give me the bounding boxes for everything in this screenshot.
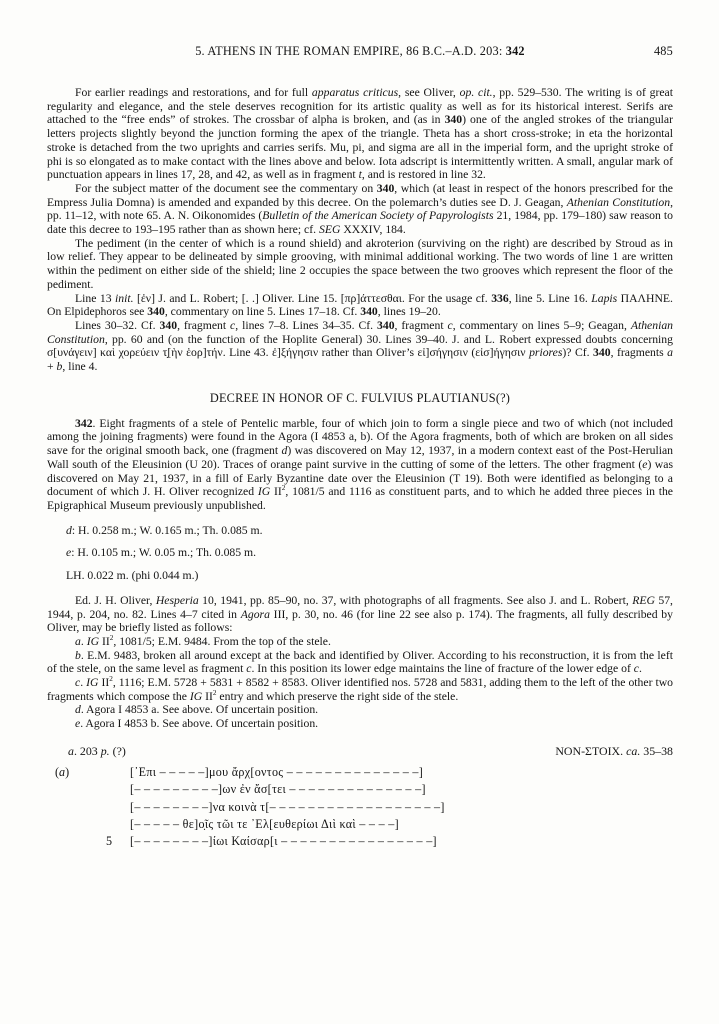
fragment-item-d: d. Agora I 4853 a. See above. Of uncertain position. <box>75 703 319 717</box>
fragment-item-a: a. IG $II^2$, 1081/5; E.M. 9484. From the top of the stele. <box>75 634 331 648</box>
line-number: 5 <box>105 834 112 849</box>
measurement-line-d: d: H. 0.258 m.; W. 0.165 m.; Th. 0.085 m. <box>66 523 263 537</box>
greek-line <box>47 833 673 850</box>
greek-line <box>47 781 673 798</box>
fragment-item-e: e. Agora I 4853 b. See above. Of uncertain position. <box>75 717 319 731</box>
running-header-title: 5. ATHENS IN THE ROMAN EMPIRE, 86 B.C.–A.D. 203: 342 <box>195 44 525 58</box>
paragraph-line-commentary-1: Line 13 init. [ἐν] J. and L. Robert; [. .] Oliver. Line 15. [πρ]άττεσθαι. For the usage cf. 336, line 5. Line 16. Lapis ΠΑΛΗΝΕ. On Elpidephoros see 340, commentary on line 5. Lines 17–18. Cf. 340, lines 19–20. <box>47 291 673 319</box>
greek-text-block <box>47 764 673 851</box>
page-number: 485 <box>653 44 673 58</box>
line-number <box>92 799 112 816</box>
greek-line <box>47 764 673 781</box>
editions-paragraph: Ed. J. H. Oliver, Hesperia 10, 1941, pp. 85–90, no. 37, with photographs of all fragments. See also J. and L. Robert, REG 57, 1944, p. 204, no. 82. Lines 4–7 cited in Agora III, p. 30, no. 46 (for line 22 see also p. 174). The fragments, all fully described by Oliver, may be briefly listed as follows: <box>47 593 673 635</box>
entry-342-description: 342. Eight fragments of a stele of Pentelic marble, four of which join to form a single piece and two of which (not included among the joining fragments) were found in the Agora (I 4853 a, b). Of the Agora fragments, both of which are broken on all sides save for the original smooth back, one (fragment d) was discovered on May 12, 1937, in a modern context east of the Post-Herulian Wall south of the Eleusinion (U 20). Traces of orange paint survive in the cutting of some of the letters. The other fragment (e) was discovered on May 21, 1937, in a fill of Early Byzantine date over the Eleusinion (T 19). Both were identified as belonging to a document of which J. H. Oliver recognized IG $II^2$, 1081/5 and 1116 as constituent parts, and to which he added three pieces in the Epigraphical Museum previously unpublished. <box>47 416 673 512</box>
greek-line-text: [– – – – – θε]ο̣ῖς τῶι τε ᾿Ελ[ευθερίωι Διὶ καὶ – – – –] <box>130 817 399 832</box>
greek-line-text: [– – – – – – – – –]ων ἐν ἄσ[τει – – – – – – – – – – – – – –] <box>130 782 426 797</box>
section-title: DECREE IN HONOR OF C. FULVIUS PLAUTIANUS(?) <box>209 390 511 405</box>
greek-line <box>47 816 673 833</box>
date-and-stoichedon-row <box>47 744 673 759</box>
measurement-line-e: e: H. 0.105 m.; W. 0.05 m.; Th. 0.085 m. <box>66 546 257 560</box>
stoichedon-note: NON-ΣΤΟΙΧ. ca. 35–38 <box>555 743 673 758</box>
paragraph-line-commentary-2: Lines 30–32. Cf. 340, fragment c, lines 7–8. Lines 34–35. Cf. 340, fragment c, commentary on lines 5–9; Geagan, Athenian Constitution, pp. 60 and (on the function of the Hoplite General) 30. Lines 39–40. J. and L. Robert expressed doubts concerning σ[υνάγειν] καὶ χορεύειν τ̣[ὴν ἑορ]τήν. Line 43. ἐ]ξήγησιν rather than Oliver’s εἰ]σήγησιν (εἰσ]ήγησιν priores)? Cf. 340, fragments a + b, line 4. <box>47 318 674 374</box>
paragraph-pediment: The pediment (in the center of which is a round shield) and akroterion (surviving on the right) are described by Stroud as in low relief. They appear to be delineated by simple grooving, with minimal additional working. The two words of line 1 are written within the pediment on either side of the shield; line 2 occupies the space between the two grooves which represent the floor of the pediment. <box>47 236 673 291</box>
fragment-label: (a) <box>55 764 70 779</box>
greek-line-text: [᾿Επι – – – – –]μου ἄρχ[οντος – – – – – – – – – – – – – –] <box>130 764 424 779</box>
paragraph-subject-matter: For the subject matter of the document see the commentary on 340, which (at least in respect of the honors prescribed for the Empress Julia Domna) is amended and expanded by this decree. On the polemarch’s duties see D. J. Geagan, Athenian Constitution, pp. 11–12, with note 65. A. N. Oikonomides (Bulletin of the American Society of Papyrologists 21, 1984, pp. 179–180) saw reason to date this decree to 193–195 rather than as shown here; cf. SEG XXXIV, 184. <box>47 181 673 237</box>
line-number <box>92 816 112 833</box>
fragment-a-date: a. 203 p. (?) <box>68 743 126 758</box>
measurement-line-lh: LH. 0.022 m. (phi 0.044 m.) <box>66 569 199 583</box>
line-number <box>92 764 112 781</box>
paragraph-writing-description: For earlier readings and restorations, and for full apparatus criticus, see Oliver, op. cit., pp. 529–530. The writing is of great regularity and elegance, and the stele deserves recognition for its artistic quality as well as for its historical interest. Serifs are attached to the “free ends” of strokes. The crossbar of alpha is broken, and (as in 340) one of the angled strokes of the triangular letters projects slightly beyond the junction forming the apex of the triangle. Theta has a short cross-stroke; in eta the horizontal stroke is detached from the two uprights and carries serifs. Mu, pi, and sigma are all in the imperial form, and the upright stroke of phi is so elongated as to make contact with the lines above and below. Iota adscript is intermittently written. A small, angular mark of punctuation appears in lines 17, 28, and 42, as well as in fragment t, and is restored in line 32. <box>47 86 673 182</box>
fragment-item-c: c. IG $II^2$, 1116; E.M. 5728 + 5831 + 8582 + 8583. Oliver identified nos. 5728 and 5831, adding them to the left of the other two fragments which compose the IG $II^2$ entry and which preserve the right side of the stele. <box>47 675 673 703</box>
line-number <box>92 781 112 798</box>
running-header <box>47 44 673 59</box>
fragment-item-b: b. E.M. 9483, broken all around except at the back and identified by Oliver. According to his reconstruction, it is from the left of the stele, on the same level as fragment c. In this position its lower edge maintains the line of fracture of the lower edge of c. <box>47 648 673 676</box>
greek-line <box>47 799 673 816</box>
greek-line-text: [– – – – – – – –]ίωι Καίσαρ[ι – – – – – – – – – – – – – – – –] <box>130 834 437 849</box>
greek-line-text: [– – – – – – – –]να κοινὰ τ[– – – – – – – – – – – – – – – – – –] <box>130 799 445 814</box>
